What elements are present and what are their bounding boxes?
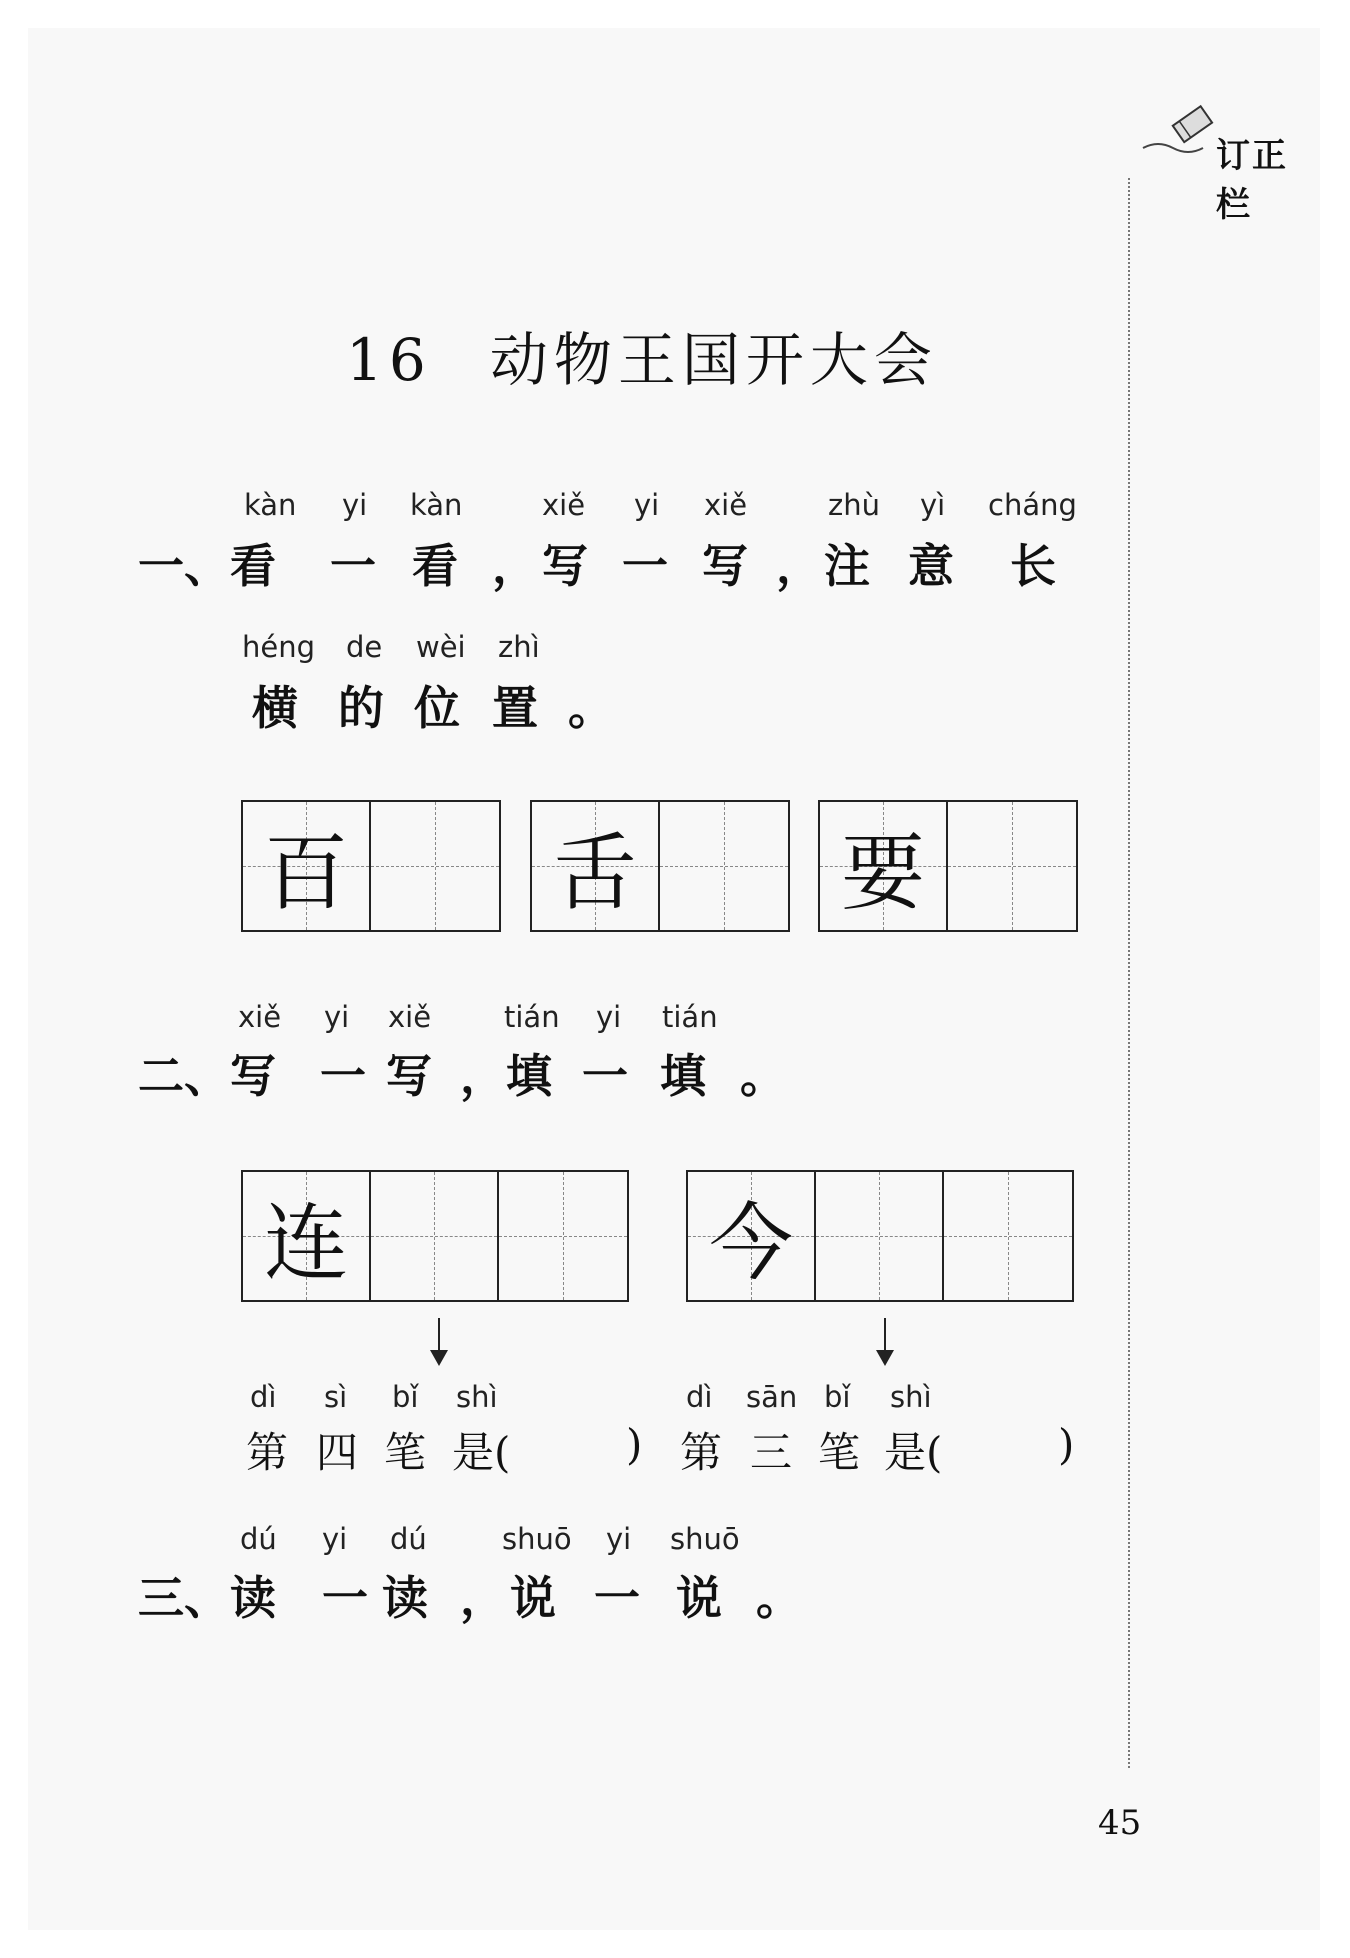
model-cell (532, 802, 660, 930)
hanzi: 横 (252, 681, 298, 735)
pinyin: yi (342, 488, 368, 522)
writing-grid-2 (530, 800, 790, 932)
hanzi: 。 (740, 1049, 786, 1103)
pinyin: dì (686, 1380, 713, 1414)
hanzi: 看 (412, 539, 458, 593)
hanzi: 一 (622, 539, 668, 593)
lesson-title (346, 313, 938, 397)
pinyin: yi (634, 488, 660, 522)
hanzi: 一 (582, 1049, 628, 1103)
q1-label: 一、看 (138, 539, 276, 593)
writing-grid-1 (241, 800, 501, 932)
model-char: 舌 (552, 823, 637, 922)
hanzi: 一 (330, 539, 376, 593)
model-cell (243, 1172, 371, 1300)
model-char: 要 (840, 823, 925, 922)
hanzi: 笔 (818, 1428, 861, 1477)
model-cell (243, 802, 371, 930)
hanzi: 一 (320, 1049, 366, 1103)
hanzi: 四 (316, 1428, 359, 1477)
writing-cell[interactable] (660, 802, 788, 930)
pinyin: shì (456, 1380, 498, 1414)
pinyin: zhù (828, 488, 880, 522)
pinyin: bǐ (392, 1380, 419, 1414)
page-number: 45 (1098, 1803, 1142, 1843)
model-char: 今 (708, 1193, 793, 1292)
pinyin: sì (324, 1380, 348, 1414)
pinyin: sān (746, 1380, 798, 1414)
pinyin: yi (596, 1000, 622, 1034)
model-char: 连 (263, 1193, 348, 1292)
pinyin: yi (322, 1522, 348, 1556)
pinyin: dú (390, 1522, 427, 1556)
pinyin: xiě (704, 488, 748, 522)
pinyin: yì (920, 488, 946, 522)
pinyin: tián (662, 1000, 718, 1034)
eraser-icon (1138, 100, 1228, 160)
writing-cell[interactable] (944, 1172, 1072, 1300)
hanzi: 长 (1010, 539, 1056, 593)
writing-cell[interactable] (499, 1172, 627, 1300)
hanzi: 的 (338, 681, 384, 735)
hanzi: 第 (680, 1428, 723, 1477)
writing-cell[interactable] (816, 1172, 944, 1300)
hanzi: 写 (386, 1049, 432, 1103)
hanzi: ， (460, 1571, 506, 1625)
pinyin: shuō (502, 1522, 572, 1556)
hanzi: 注 (824, 539, 870, 593)
pinyin: tián (504, 1000, 560, 1034)
lesson-title-text: 动物王国开大会 (489, 326, 938, 394)
pinyin: xiě (542, 488, 586, 522)
pinyin: yi (324, 1000, 350, 1034)
writing-grid-3 (818, 800, 1078, 932)
hanzi: 笔 (384, 1428, 427, 1477)
hanzi: 是( (884, 1428, 943, 1477)
correction-column-title: 订正栏 (1216, 136, 1288, 225)
pinyin: héng (242, 630, 316, 664)
hanzi: 写 (542, 539, 588, 593)
lesson-number: 16 (346, 326, 432, 394)
hanzi: 填 (506, 1049, 552, 1103)
writing-grid-jin (686, 1170, 1074, 1302)
hanzi: 一 (594, 1571, 640, 1625)
pinyin: de (346, 630, 383, 664)
q2-label: 二、写 (138, 1049, 276, 1103)
hanzi: ， (776, 539, 822, 593)
pinyin: zhì (498, 630, 540, 664)
pinyin: bǐ (824, 1380, 851, 1414)
model-char: 百 (263, 823, 348, 922)
hanzi: 填 (660, 1049, 706, 1103)
model-cell (688, 1172, 816, 1300)
pinyin: xiě (388, 1000, 432, 1034)
pinyin: dú (240, 1522, 277, 1556)
hanzi: 位 (414, 681, 460, 735)
hanzi: 说 (676, 1571, 722, 1625)
hanzi: ) (1058, 1420, 1075, 1469)
pinyin: xiě (238, 1000, 282, 1034)
pinyin: cháng (988, 488, 1077, 522)
hanzi: 读 (382, 1571, 428, 1625)
writing-cell[interactable] (371, 802, 499, 930)
writing-grid-lian (241, 1170, 629, 1302)
hanzi: 。 (568, 681, 614, 735)
hanzi: 。 (756, 1571, 802, 1625)
model-cell (820, 802, 948, 930)
hanzi: 写 (702, 539, 748, 593)
q3-label: 三、读 (138, 1571, 276, 1625)
hanzi: 意 (908, 539, 954, 593)
hanzi: ， (460, 1049, 506, 1103)
hanzi: 是( (452, 1428, 511, 1477)
pinyin: wèi (416, 630, 466, 664)
hanzi: 第 (246, 1428, 289, 1477)
hanzi: ， (492, 539, 538, 593)
writing-cell[interactable] (948, 802, 1076, 930)
pinyin: yi (606, 1522, 632, 1556)
hanzi: 一 (322, 1571, 368, 1625)
pinyin: shì (890, 1380, 932, 1414)
correction-divider (1128, 178, 1130, 1768)
hanzi: 置 (492, 681, 538, 735)
pinyin: kàn (244, 488, 297, 522)
hanzi: ) (626, 1420, 643, 1469)
writing-cell[interactable] (371, 1172, 499, 1300)
pinyin: kàn (410, 488, 463, 522)
hanzi: 三 (750, 1428, 793, 1477)
workbook-page (28, 28, 1320, 1930)
pinyin: shuō (670, 1522, 740, 1556)
hanzi: 说 (510, 1571, 556, 1625)
pinyin: dì (250, 1380, 277, 1414)
